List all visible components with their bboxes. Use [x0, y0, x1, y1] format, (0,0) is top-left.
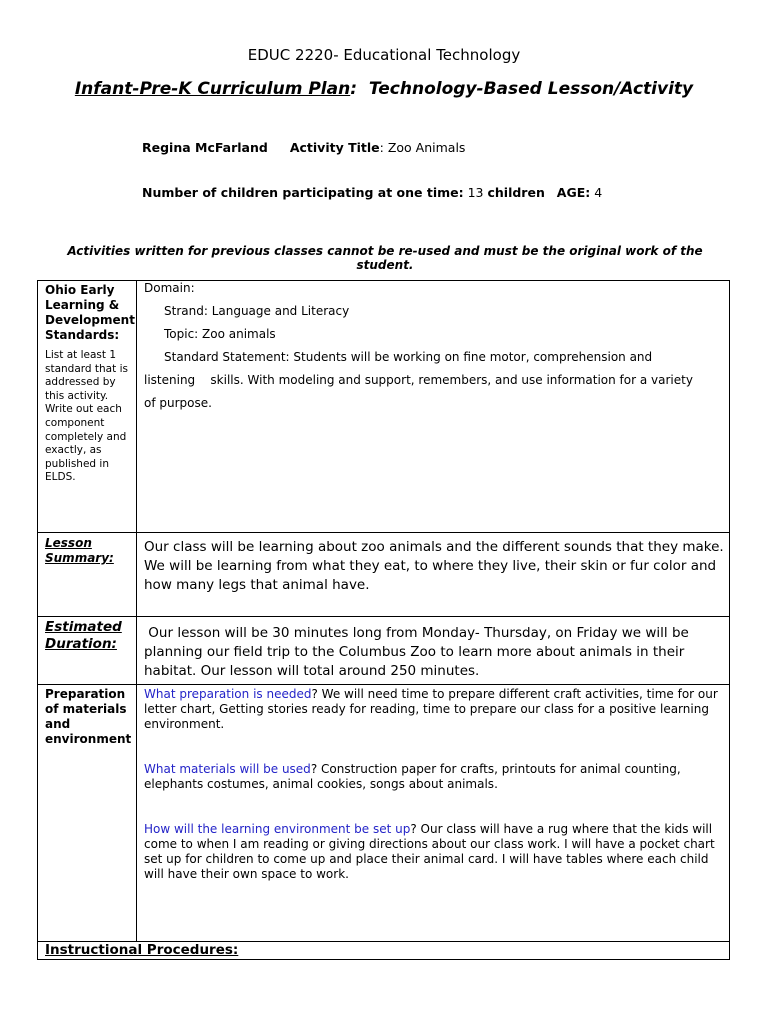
plan-title-main: Infant-Pre-K Curriculum Plan: [74, 79, 351, 99]
preparation-needed: [144, 687, 726, 732]
standards-domain: Domain:: [144, 281, 195, 295]
materials-used: [144, 762, 726, 792]
standards-strand: Strand: Language and Literacy: [164, 304, 350, 318]
preparation-answer-2: ? Construction paper for crafts, printouts for animal counting, elephants costumes, animal cookies, songs about animals.: [144, 762, 681, 791]
preparation-question-1: What preparation is needed: [144, 687, 312, 701]
preparation-question-2: What materials will be used: [144, 762, 311, 776]
standards-statement-line2: listening skills. With modeling and support, remembers, and use information for a variety: [144, 373, 693, 387]
preparation-content: [144, 687, 726, 882]
standards-statement-line3: of purpose.: [144, 396, 212, 410]
instructional-procedures-label: Instructional Procedures:: [45, 942, 239, 958]
preparation-label: Preparation of materials and environment: [45, 687, 132, 746]
standards-label: Ohio Early Learning & Development Standards:: [45, 283, 135, 342]
age-label: AGE:: [556, 185, 591, 200]
summary-label: Lesson Summary:: [45, 536, 114, 565]
children-label: Number of children participating at one time:: [142, 185, 464, 200]
plan-title-rest: Technology-Based Lesson/Activity: [368, 79, 694, 99]
originality-notice: Activities written for previous classes cannot be re-used and must be the original work of the student.: [67, 244, 703, 272]
activity-title-value: : Zoo Animals: [379, 140, 466, 155]
plan-title: [0, 79, 768, 99]
curriculum-table: [37, 280, 730, 960]
children-word: children: [487, 185, 545, 200]
duration-label: Estimated Duration:: [45, 619, 122, 652]
preparation-answer-1: ? We will need time to prepare different craft activities, time for our letter chart, Getting stories ready for reading, time to prepare our class for a positive learning environment.: [144, 687, 718, 731]
author-activity-line: [142, 140, 465, 155]
age-value: 4: [594, 185, 603, 200]
plan-title-colon: :: [350, 79, 358, 99]
course-title: EDUC 2220- Educational Technology: [247, 46, 521, 64]
children-age-line: [142, 185, 602, 200]
standards-content: [144, 277, 724, 415]
children-count: 13: [467, 185, 484, 200]
standards-topic: Topic: Zoo animals: [164, 327, 276, 341]
standards-label-cell: [45, 283, 135, 485]
preparation-question-3: How will the learning environment be set up: [144, 822, 411, 836]
standards-statement-line1: Standard Statement: Students will be working on fine motor, comprehension and: [164, 350, 653, 364]
environment-setup: [144, 822, 726, 882]
duration-text: Our lesson will be 30 minutes long from Monday- Thursday, on Friday we will be planning our field trip to the Columbus Zoo to learn more about animals in their habitat. Our lesson will total around 250 minutes.: [144, 625, 694, 679]
standards-note: List at least 1 standard that is addressed by this activity. Write out each component completely and exactly, as published in ELDS.: [45, 349, 128, 484]
activity-title-label: Activity Title: [289, 140, 380, 155]
summary-text: Our class will be learning about zoo animals and the different sounds that they make. We will be learning from what they eat, to where they live, their skin or fur color and how many legs that animal have.: [144, 539, 724, 593]
preparation-answer-3: ? Our class will have a rug where that the kids will come to when I am reading or giving directions about our class work. I will have a pocket chart set up for children to come up and place their animal card. I will have tables where each child will have their own space to work.: [144, 822, 715, 881]
author-name: Regina McFarland: [142, 140, 268, 155]
